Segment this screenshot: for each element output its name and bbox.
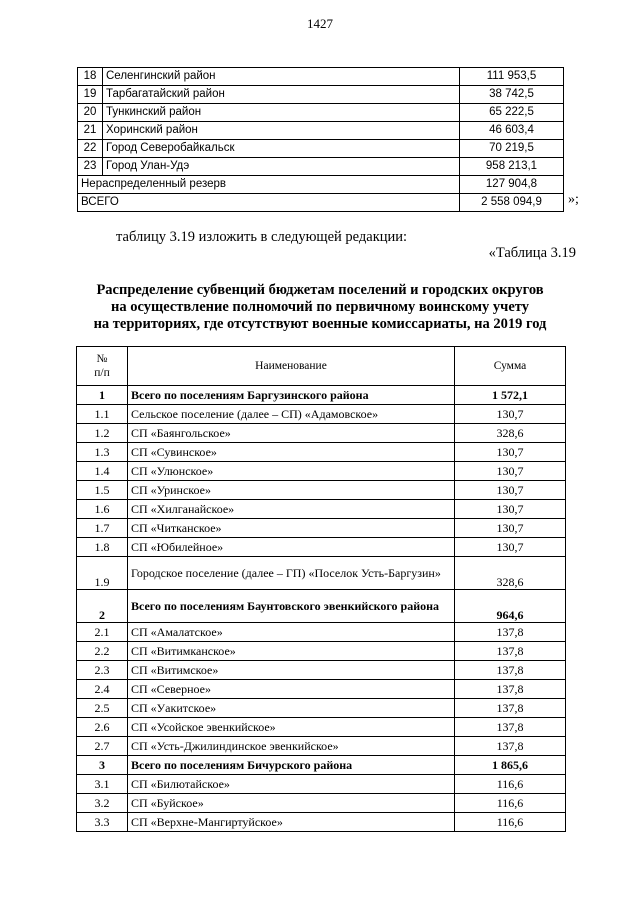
settlement-row (77, 538, 566, 557)
row-name: Всего по поселениям Баргузинского района (128, 386, 455, 405)
top-table-row (78, 86, 564, 104)
reserve-value: 127 904,8 (460, 176, 564, 194)
row-sum: 130,7 (455, 462, 566, 481)
top-table-row (78, 122, 564, 140)
row-sum: 137,8 (455, 737, 566, 756)
row-number: 2.2 (77, 642, 128, 661)
row-sum: 137,8 (455, 642, 566, 661)
row-number: 2 (77, 590, 128, 623)
settlement-row (77, 519, 566, 538)
row-name: Хоринский район (103, 122, 460, 140)
row-sum: 328,6 (455, 424, 566, 443)
row-sum: 116,6 (455, 813, 566, 832)
row-sum: 1 865,6 (455, 756, 566, 775)
row-sum: 116,6 (455, 794, 566, 813)
row-number: 3.3 (77, 813, 128, 832)
row-sum: 130,7 (455, 519, 566, 538)
row-value: 70 219,5 (460, 140, 564, 158)
settlement-row (77, 623, 566, 642)
row-name: Тарбагатайский район (103, 86, 460, 104)
row-name: Всего по поселениям Баунтовского эвенкийского района (128, 590, 455, 623)
row-name: Сельское поселение (далее – СП) «Адамовское» (128, 405, 455, 424)
row-number: 3.1 (77, 775, 128, 794)
row-value: 38 742,5 (460, 86, 564, 104)
settlement-row (77, 813, 566, 832)
row-sum: 137,8 (455, 718, 566, 737)
row-name: СП «Северное» (128, 680, 455, 699)
row-name: СП «Усойское эвенкийское» (128, 718, 455, 737)
row-number: 22 (78, 140, 103, 158)
top-table-row (78, 68, 564, 86)
district-total-row (77, 386, 566, 405)
row-sum: 1 572,1 (455, 386, 566, 405)
row-name: СП «Верхне-Мангиртуйское» (128, 813, 455, 832)
row-number: 1.1 (77, 405, 128, 424)
row-sum: 137,8 (455, 661, 566, 680)
top-table-row (78, 140, 564, 158)
row-number: 20 (78, 104, 103, 122)
row-name: СП «Буйское» (128, 794, 455, 813)
row-value: 111 953,5 (460, 68, 564, 86)
settlement-row (77, 718, 566, 737)
heading-line: на территориях, где отсутствуют военные комиссариаты, на 2019 год (93, 316, 547, 332)
row-number: 1.4 (77, 462, 128, 481)
settlement-row (77, 661, 566, 680)
settlement-row (77, 699, 566, 718)
row-number: 23 (78, 158, 103, 176)
header-num (77, 347, 128, 386)
settlement-row (77, 642, 566, 661)
row-name: СП «Амалатское» (128, 623, 455, 642)
row-number: 21 (78, 122, 103, 140)
total-row (78, 194, 564, 212)
row-number: 1.3 (77, 443, 128, 462)
row-number: 2.4 (77, 680, 128, 699)
row-sum: 130,7 (455, 481, 566, 500)
row-sum: 130,7 (455, 443, 566, 462)
total-label: ВСЕГО (78, 194, 460, 212)
row-number: 1.7 (77, 519, 128, 538)
header-num-line2: п/п (94, 367, 110, 379)
row-value: 46 603,4 (460, 122, 564, 140)
row-number: 2.5 (77, 699, 128, 718)
row-number: 2.3 (77, 661, 128, 680)
row-number: 1.2 (77, 424, 128, 443)
row-name: СП «Усть-Джилиндинское эвенкийское» (128, 737, 455, 756)
row-name: Селенгинский район (103, 68, 460, 86)
row-name: Всего по поселениям Бичурского района (128, 756, 455, 775)
row-sum: 137,8 (455, 623, 566, 642)
row-name: СП «Билютайское» (128, 775, 455, 794)
settlement-row (77, 424, 566, 443)
settlement-row (77, 500, 566, 519)
reserve-row (78, 176, 564, 194)
top-table-row (78, 104, 564, 122)
header-sum: Сумма (455, 347, 566, 386)
row-sum: 130,7 (455, 500, 566, 519)
row-sum: 130,7 (455, 405, 566, 424)
table-header-row (77, 347, 566, 386)
row-name: Городское поселение (далее – ГП) «Поселок Усть-Баргузин» (128, 557, 455, 590)
row-name: СП «Уакитское» (128, 699, 455, 718)
instruction-text: таблицу 3.19 изложить в следующей редакции: (116, 229, 408, 245)
row-name: СП «Витимское» (128, 661, 455, 680)
row-sum: 137,8 (455, 699, 566, 718)
row-number: 1.5 (77, 481, 128, 500)
table-heading (40, 282, 600, 333)
settlement-row (77, 405, 566, 424)
settlement-row (77, 443, 566, 462)
reserve-label: Нераспределенный резерв (78, 176, 460, 194)
row-number: 2.6 (77, 718, 128, 737)
settlement-row (77, 680, 566, 699)
row-sum: 137,8 (455, 680, 566, 699)
page-number: 1427 (307, 16, 333, 31)
row-sum: 130,7 (455, 538, 566, 557)
row-value: 65 222,5 (460, 104, 564, 122)
heading-line: Распределение субвенций бюджетам поселений и городских округов (96, 282, 544, 298)
row-number: 3.2 (77, 794, 128, 813)
row-number: 18 (78, 68, 103, 86)
header-num-line1: № (96, 353, 108, 365)
row-name: Город Северобайкальск (103, 140, 460, 158)
row-name: СП «Уринское» (128, 481, 455, 500)
row-name: СП «Улюнское» (128, 462, 455, 481)
row-name: СП «Сувинское» (128, 443, 455, 462)
heading-line: на осуществление полномочий по первичному воинскому учету (111, 299, 529, 315)
row-sum: 328,6 (455, 557, 566, 590)
district-total-row (77, 590, 566, 623)
settlement-row (77, 794, 566, 813)
top-table-row (78, 158, 564, 176)
row-name: Тункинский район (103, 104, 460, 122)
row-number: 1.8 (77, 538, 128, 557)
settlement-row (77, 737, 566, 756)
row-sum: 964,6 (455, 590, 566, 623)
row-name: Город Улан-Удэ (103, 158, 460, 176)
row-sum: 116,6 (455, 775, 566, 794)
settlement-row (77, 557, 566, 590)
settlement-row (77, 481, 566, 500)
main-table (76, 346, 566, 832)
row-name: СП «Баянгольское» (128, 424, 455, 443)
row-number: 1 (77, 386, 128, 405)
closing-quote: »; (568, 192, 579, 207)
row-number: 1.6 (77, 500, 128, 519)
row-number: 19 (78, 86, 103, 104)
row-number: 2.1 (77, 623, 128, 642)
top-table (77, 67, 564, 212)
row-value: 958 213,1 (460, 158, 564, 176)
settlement-row (77, 462, 566, 481)
district-total-row (77, 756, 566, 775)
row-number: 2.7 (77, 737, 128, 756)
table-label: «Таблица 3.19 (488, 245, 576, 261)
total-value: 2 558 094,9 (460, 194, 564, 212)
row-number: 1.9 (77, 557, 128, 590)
header-name: Наименование (128, 347, 455, 386)
settlement-row (77, 775, 566, 794)
row-name: СП «Витимканское» (128, 642, 455, 661)
row-name: СП «Читканское» (128, 519, 455, 538)
row-number: 3 (77, 756, 128, 775)
row-name: СП «Юбилейное» (128, 538, 455, 557)
row-name: СП «Хилганайское» (128, 500, 455, 519)
